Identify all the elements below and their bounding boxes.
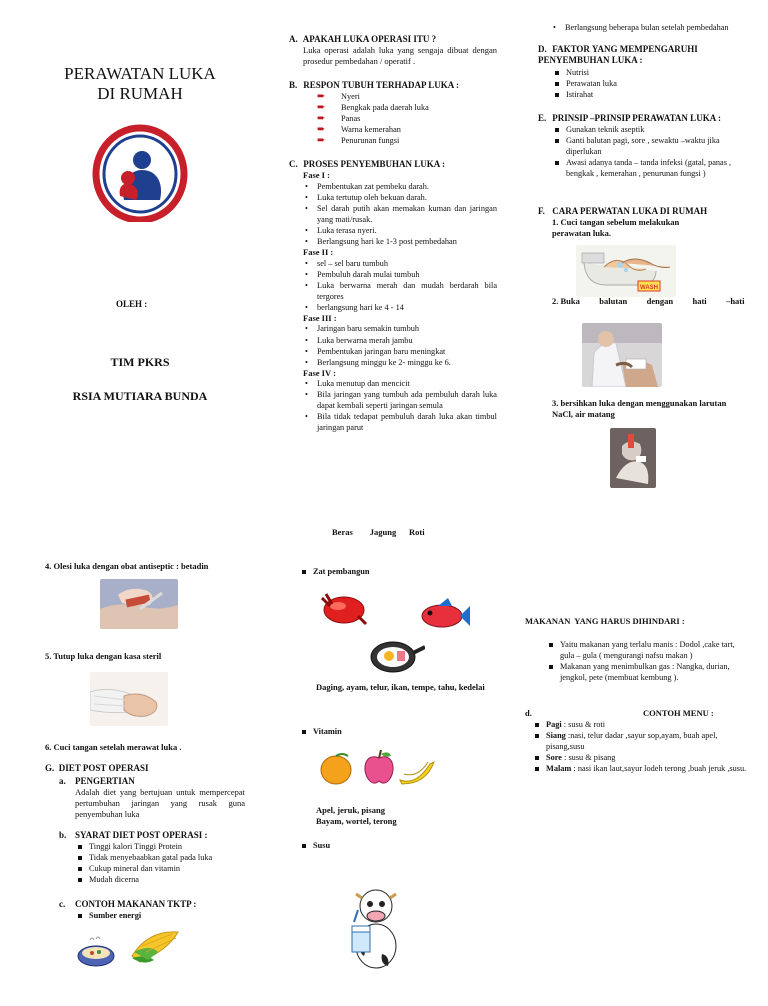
avoid-list <box>546 639 742 683</box>
phase-label: Fase I : <box>303 170 330 181</box>
sterile-gauze-photo <box>90 672 168 726</box>
list-item: Sumber energi <box>75 910 245 921</box>
menu-item-malam <box>532 763 748 774</box>
fruit-text <box>316 805 397 828</box>
list-item: • Jaringan baru semakin tumbuh <box>303 323 497 334</box>
corn-icon <box>128 926 184 966</box>
section-e-letter: E. <box>538 113 547 123</box>
section-f <box>538 206 748 239</box>
phase-label: Fase IV : <box>303 367 336 378</box>
phase-label: Fase III : <box>303 312 337 323</box>
bandage-removal-photo <box>582 323 662 387</box>
fruit-line-2: Bayam, wortel, terong <box>316 816 397 827</box>
section-b-letter: B. <box>289 80 298 90</box>
list-item: Awasi adanya tanda – tanda infeksi (gatal, panas , bengkak , kemerahan , penurunan fungsi ) <box>552 157 748 179</box>
list-item: • Berlangsung beberapa bulan setelah pembedahan <box>551 22 747 33</box>
section-g-heading: G. DIET POST OPERASI <box>45 763 149 773</box>
hospital-name: RSIA MUTIARA BUNDA <box>72 389 208 403</box>
section-d-letter: D. <box>538 44 547 54</box>
section-c-heading: PROSES PENYEMBUHAN LUKA : <box>303 159 446 169</box>
chicken-icon <box>316 588 368 628</box>
diet-b-heading: SYARAT DIET POST OPERASI : <box>75 830 208 840</box>
cow-milk-icon <box>346 884 408 972</box>
menu-label: Malam <box>546 764 572 774</box>
section-b <box>289 80 497 146</box>
list-item: ➨ Panas <box>315 113 497 124</box>
menu-item-sore <box>532 752 748 763</box>
list-item: Yaitu makanan yang terlalu manis : Dodol ,cake tart, gula – gula ( mengurangi nafsu makan ) <box>546 639 742 661</box>
diet-definition <box>59 776 245 820</box>
menu-text: : susu & pisang <box>561 753 616 763</box>
section-d <box>538 44 748 100</box>
list-item: Nutrisi <box>552 67 748 78</box>
list-item: • berlangsung hari ke 4 - 14 <box>303 302 497 313</box>
staple-food-labels: Beras Jagung Roti <box>332 527 425 537</box>
section-e <box>538 113 748 179</box>
list-item: Tinggi kalori Tinggi Protein <box>75 841 245 852</box>
mother-child-logo <box>90 122 190 222</box>
list-item: • Luka berwarna merah dan mudah berdarah bila tergores <box>303 280 497 302</box>
section-f-heading: CARA PERWATAN LUKA DI RUMAH <box>552 206 708 216</box>
section-a-heading: APAKAH LUKA OPERASI ITU ? <box>302 34 437 44</box>
rice-bowl-icon <box>76 936 116 968</box>
list-item: • Pembentukan jaringan baru meningkat <box>303 346 497 357</box>
diet-c-heading: CONTOH MAKANAN TKTP : <box>75 899 197 909</box>
section-c <box>289 159 497 433</box>
step-2 <box>552 296 748 308</box>
antiseptic-application-photo <box>100 579 178 629</box>
protein-foods-text: Daging, ayam, telur, ikan, tempe, tahu, kedelai <box>316 682 485 692</box>
diet-b-label: b. <box>59 830 67 840</box>
section-a-text: Luka operasi adalah luka yang sengaja dibuat dengan prosedur pembedahan / operatif . <box>303 45 497 67</box>
list-item: ➨ Penurunan fungsi <box>315 135 497 146</box>
menu-text: : susu & roti <box>561 720 606 729</box>
fried-egg-icon <box>367 635 425 675</box>
section-a <box>289 34 497 67</box>
list-item: • Luka berwarna merah jambu <box>303 335 497 346</box>
list-item: Ganti balutan pagi, sore , sewaktu –waktu jika diperlukan <box>552 135 748 157</box>
list-item: • Pembentukan zat pembeku darah. <box>303 181 497 192</box>
brochure-title <box>40 64 240 105</box>
apple-icon <box>359 750 399 786</box>
list-item: • Luka tertutup oleh bekuan darah. <box>303 192 497 203</box>
list-item: • sel – sel baru tumbuh <box>303 258 497 269</box>
step-6: 6. Cuci tangan setelah merawat luka . <box>45 742 182 752</box>
step-3: 3. bersihkan luka dengan menggunakan larutan NaCl, air matang <box>552 398 727 420</box>
menu-text: :nasi, telur dadar ,sayur sop,ayam, buah apel, pisang,susu <box>546 731 718 752</box>
list-item: Perawatan luka <box>552 78 748 89</box>
menu-text: : nasi ikan laut,sayur lodeh terong ,buah jeruk ,susu. <box>571 764 747 774</box>
list-item: Zat pembangun <box>299 566 369 577</box>
list-item: • Luka menutup dan mencicit <box>303 378 497 389</box>
list-item: Gunakan teknik aseptik <box>552 124 748 135</box>
diet-a-label: a. <box>59 776 66 786</box>
section-a-letter: A. <box>289 34 298 44</box>
diet-a-text: Adalah diet yang bertujuan untuk mempercepat pertumbuhan jaringan yang rusak guna penyembuhan luka <box>75 787 245 820</box>
menu-list <box>532 719 748 774</box>
list-item: Cukup mineral dan vitamin <box>75 863 245 874</box>
list-item: • Bila jaringan yang tumbuh ada pembuluh darah luka dapat kembali seperti jaringan semula <box>303 389 497 411</box>
list-item: • Sel darah putih akan memakan kuman dan jaringan yang mati/rusak. <box>303 203 497 225</box>
fish-icon <box>418 596 470 632</box>
diet-c-label: c. <box>59 899 66 909</box>
section-e-heading: PRINSIP –PRINSIP PERAWATAN LUKA : <box>552 113 721 123</box>
list-item: ➨ Warna kemerahan <box>315 124 497 135</box>
author-label: OLEH : <box>116 299 148 309</box>
menu-item-siang <box>532 730 748 752</box>
step-4: 4. Olesi luka dengan obat antiseptic : betadin <box>45 561 209 571</box>
list-item: Mudah dicerna <box>75 874 245 885</box>
section-d-heading: FAKTOR YANG MEMPENGARUHI PENYEMBUHAN LUKA : <box>538 44 698 66</box>
step-2-text: Buka balutan dengan hati –hati <box>560 296 745 306</box>
carry-over-list <box>551 22 747 33</box>
list-item: ➨ Bengkak pada daerah luka <box>315 102 497 113</box>
list-item: • Bila tidak tedapat pembuluh darah luka akan timbul jaringan parut <box>303 411 497 433</box>
milk-heading <box>299 840 330 851</box>
orange-icon <box>318 752 356 786</box>
menu-d-label: d. <box>525 708 532 718</box>
section-c-letter: C. <box>289 159 298 169</box>
list-item: • Berlangsung minggu ke 2- minggu ke 6. <box>303 357 497 368</box>
list-item: Susu <box>299 840 330 851</box>
section-b-heading: RESPON TUBUH TERHADAP LUKA : <box>303 80 459 90</box>
wash-sign-text: WASH <box>640 285 658 291</box>
vitamin-heading <box>299 726 342 737</box>
list-item: • Luka terasa nyeri. <box>303 225 497 236</box>
protein-heading <box>299 566 369 577</box>
diet-a-heading: PENGERTIAN <box>75 776 135 786</box>
step-1: 1. Cuci tangan sebelum melakukan perawatan luka. <box>552 217 680 239</box>
menu-header <box>525 708 745 719</box>
avoid-heading: MAKANAN YANG HARUS DIHINDARI : <box>525 616 685 626</box>
menu-label: Siang <box>546 731 566 741</box>
title-line-2: DI RUMAH <box>97 84 183 104</box>
diet-requirements <box>59 830 245 885</box>
banana-icon <box>396 756 436 786</box>
menu-label: Pagi <box>546 720 562 729</box>
list-item: • Berlangsung hari ke 1-3 post pembedahan <box>303 236 497 247</box>
list-item: Vitamin <box>299 726 342 737</box>
menu-label: Sore <box>546 753 562 763</box>
fruit-line-1: Apel, jeruk, pisang <box>316 805 385 815</box>
list-item: • Pembuluh darah mulai tumbuh <box>303 269 497 280</box>
step-5: 5. Tutup luka dengan kasa steril <box>45 651 162 661</box>
title-line-1: PERAWATAN LUKA <box>64 64 216 83</box>
list-item: ➨ Nyeri <box>315 91 497 102</box>
phase-label: Fase II : <box>303 247 334 258</box>
list-item: Istirahat <box>552 89 748 100</box>
list-item: Makanan yang menimbulkan gas : Nangka, durian, jengkol, pete (membuat kembung ). <box>546 661 742 683</box>
menu-heading: CONTOH MENU : <box>643 708 714 718</box>
step-2-number: 2. <box>552 296 559 306</box>
section-f-letter: F. <box>538 206 545 216</box>
wound-cleaning-photo <box>610 428 656 488</box>
diet-food-examples <box>59 899 245 921</box>
team-name: TIM PKRS <box>110 355 170 369</box>
menu-item-pagi <box>532 719 748 730</box>
hand-washing-illustration <box>576 245 676 297</box>
list-item: Tidak menyebaabkan gatal pada luka <box>75 852 245 863</box>
